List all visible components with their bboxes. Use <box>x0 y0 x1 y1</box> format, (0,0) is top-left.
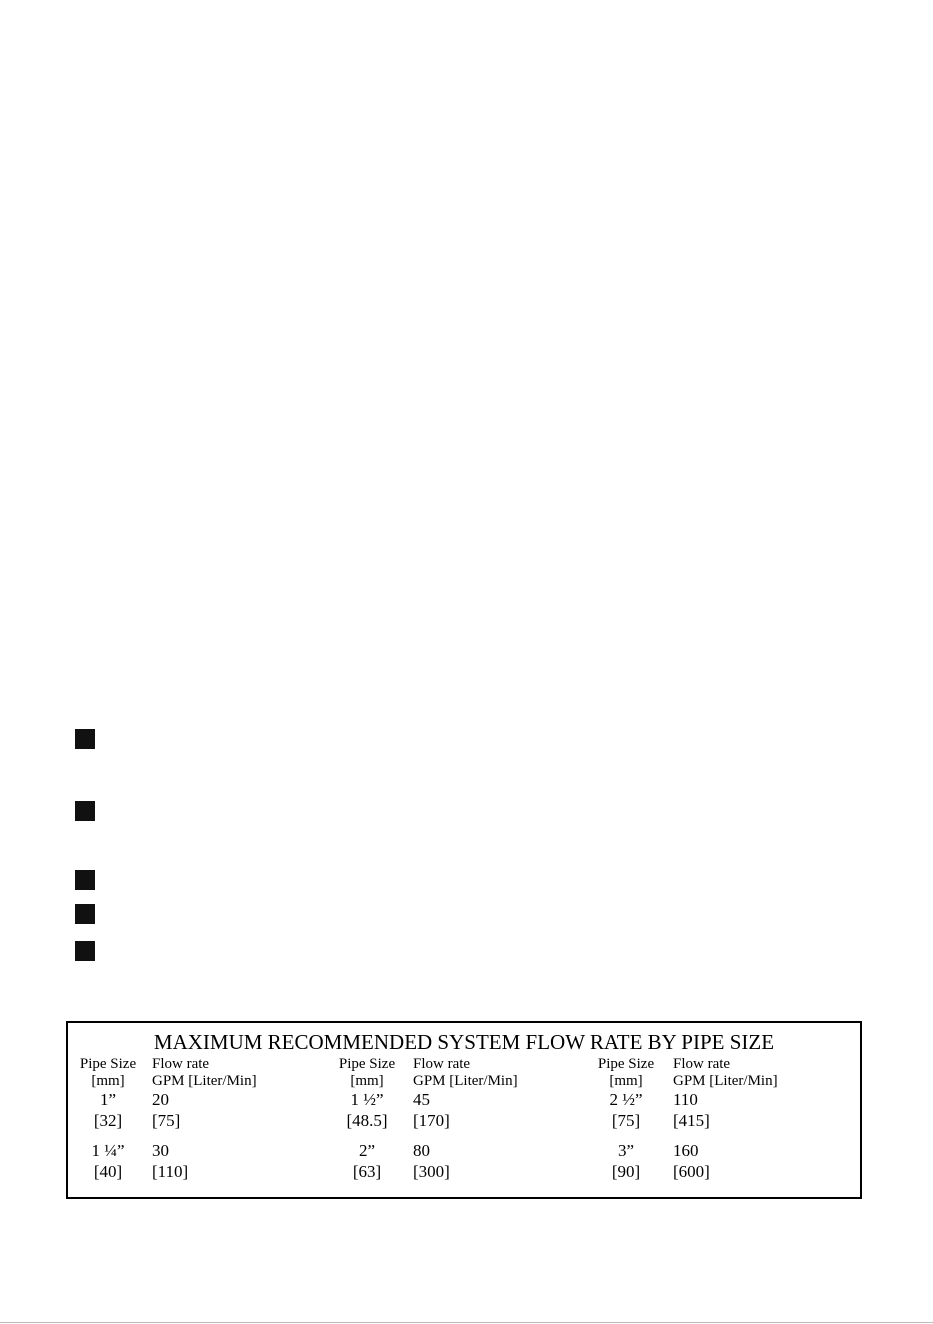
pipe-mm-cell: [63] <box>352 1162 382 1181</box>
square-bullet-icon <box>75 941 95 961</box>
pipe-mm-cell: [48.5] <box>346 1111 388 1130</box>
square-bullet-icon <box>75 870 95 890</box>
square-bullet-icon <box>75 801 95 821</box>
lpm-cell: [75] <box>152 1111 181 1130</box>
flow-table-title: MAXIMUM RECOMMENDED SYSTEM FLOW RATE BY PIPE SIZE <box>153 1030 775 1054</box>
gpm-cell: 160 <box>673 1141 699 1160</box>
flow-rate-header: Flow rate <box>152 1056 210 1072</box>
gpm-cell: 30 <box>152 1141 169 1160</box>
flow-rate-table <box>66 1021 862 1199</box>
pipe-size-cell: 1 ½” <box>350 1090 384 1109</box>
pipe-size-cell: 2” <box>358 1141 376 1160</box>
pipe-mm-cell: [75] <box>611 1111 641 1130</box>
gpm-cell: 110 <box>673 1090 698 1109</box>
pipe-mm-cell: [90] <box>611 1162 641 1181</box>
flow-unit-header: GPM [Liter/Min] <box>673 1073 778 1089</box>
gpm-cell: 80 <box>413 1141 430 1160</box>
square-bullet-icon <box>75 904 95 924</box>
pipe-mm-cell: [32] <box>93 1111 123 1130</box>
pipe-size-cell: 3” <box>617 1141 635 1160</box>
pipe-size-header: Pipe Size <box>79 1056 137 1072</box>
flow-unit-header: GPM [Liter/Min] <box>413 1073 518 1089</box>
pipe-unit-header: [mm] <box>609 1073 643 1089</box>
pipe-size-cell: 1” <box>99 1090 117 1109</box>
page-bottom-rule <box>0 1322 933 1323</box>
lpm-cell: [600] <box>673 1162 710 1181</box>
pipe-unit-header: [mm] <box>350 1073 384 1089</box>
pipe-size-cell: 2 ½” <box>609 1090 643 1109</box>
lpm-cell: [110] <box>152 1162 189 1181</box>
gpm-cell: 45 <box>413 1090 430 1109</box>
pipe-unit-header: [mm] <box>91 1073 125 1089</box>
gpm-cell: 20 <box>152 1090 169 1109</box>
flow-unit-header: GPM [Liter/Min] <box>152 1073 257 1089</box>
flow-rate-header: Flow rate <box>673 1056 731 1072</box>
lpm-cell: [300] <box>413 1162 450 1181</box>
lpm-cell: [415] <box>673 1111 710 1130</box>
pipe-size-cell: 1 ¼” <box>91 1141 125 1160</box>
pipe-size-header: Pipe Size <box>338 1056 396 1072</box>
lpm-cell: [170] <box>413 1111 450 1130</box>
pipe-size-header: Pipe Size <box>597 1056 655 1072</box>
flow-rate-header: Flow rate <box>413 1056 471 1072</box>
square-bullet-icon <box>75 729 95 749</box>
pipe-mm-cell: [40] <box>93 1162 123 1181</box>
